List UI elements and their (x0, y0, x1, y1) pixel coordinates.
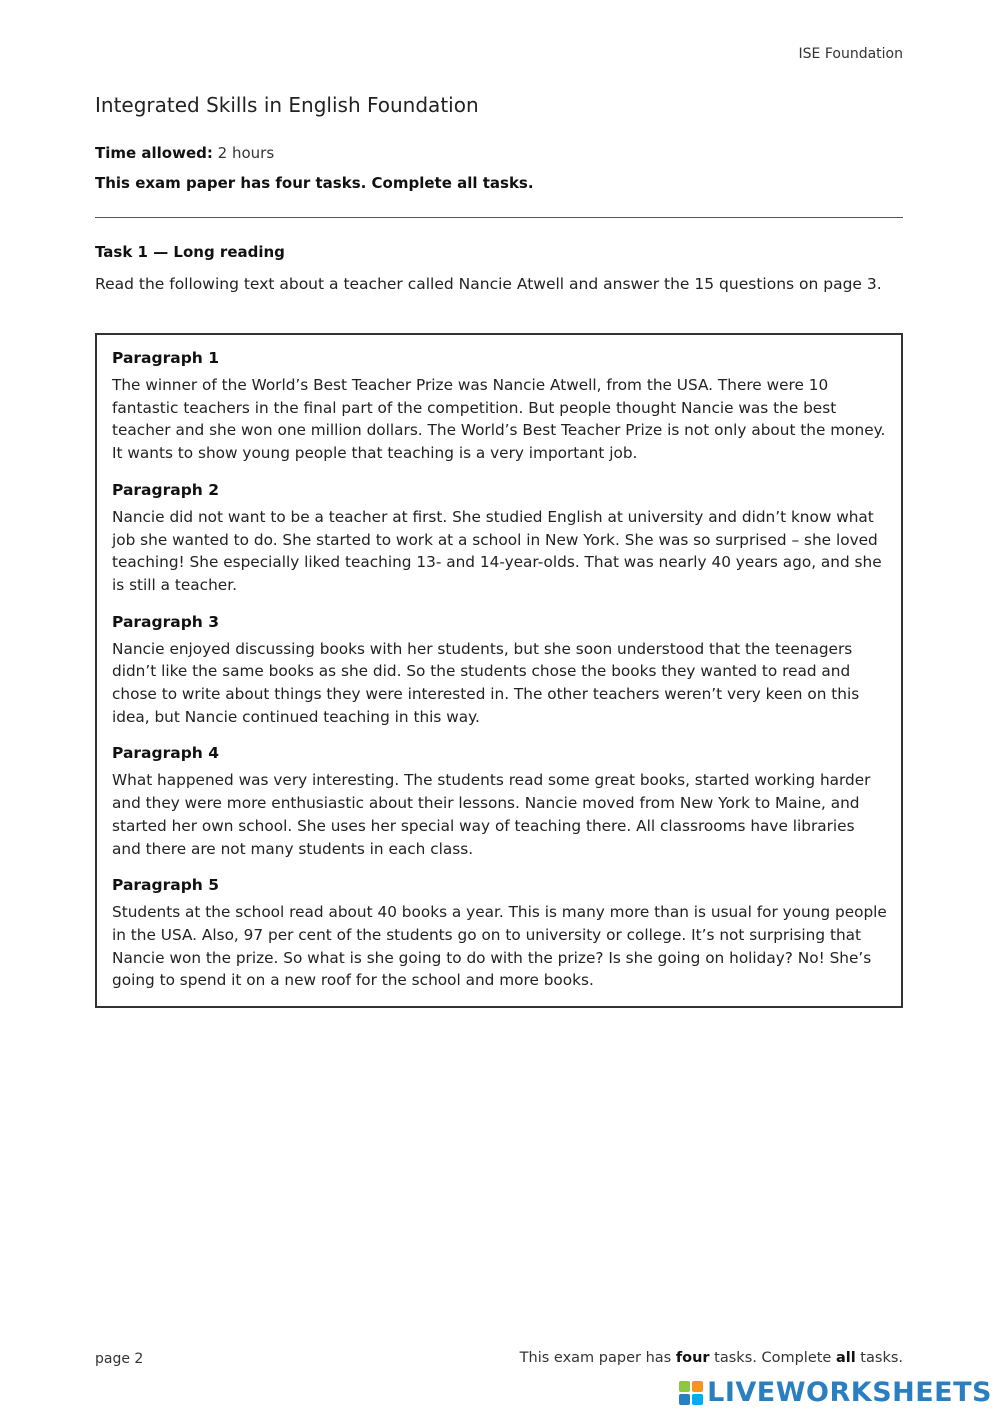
footer-note-text: tasks. Complete (709, 1350, 836, 1366)
paragraph-text: Nancie did not want to be a teacher at first. She studied English at university and didn’t know what job she wanted to do. She started to work at a school in New York. She was so surprised – she loved teaching! She especially liked teaching 13- and 14-year-olds. That was nearly 40 years ago, and she is still a teacher. (112, 507, 882, 594)
page-title: Integrated Skills in English Foundation (95, 93, 479, 117)
reading-text-box (95, 333, 903, 1008)
brand-name: LIVEWORKSHEETS (707, 1377, 992, 1408)
task-instructions: Read the following text about a teacher called Nancie Atwell and answer the 15 questions on page 3. (95, 275, 882, 293)
paragraph-text: Nancie enjoyed discussing books with her students, but she soon understood that the teenagers didn’t like the same books as she did. So the students chose the books they wanted to read and chose to write about things they were interested in. The other teachers weren’t very keen on this idea, but Nancie continued teaching in this way. (112, 639, 860, 726)
header-label: ISE Foundation (798, 46, 903, 62)
footer-note (520, 1350, 903, 1366)
footer-note-text: tasks. (855, 1350, 903, 1366)
paragraph-heading: Paragraph 4 (112, 744, 220, 763)
task-heading: Task 1 — Long reading (95, 243, 285, 261)
paragraph-heading: Paragraph 5 (112, 876, 220, 895)
footer-note-text: This exam paper has (519, 1350, 676, 1366)
footer-note-bold: four (675, 1350, 710, 1366)
tasks-note: This exam paper has four tasks. Complete all tasks. (95, 174, 534, 192)
liveworksheets-logo (679, 1378, 992, 1408)
paragraph-2 (112, 479, 887, 597)
paragraph-heading: Paragraph 3 (112, 612, 220, 631)
footer-note-bold: all (835, 1350, 856, 1366)
logo-square (679, 1381, 690, 1392)
paragraph-text: What happened was very interesting. The students read some great books, started working harder and they were more enthusiastic about their lessons. Nancie moved from New York to Maine, and started her own school. She uses her special way of teaching there. All classrooms have libraries and there are not many students in each class. (112, 771, 871, 858)
paragraph-text: Students at the school read about 40 books a year. This is many more than is usual for young people in the USA. Also, 97 per cent of the students go on to university or college. It’s not surprising that Nancie won the prize. So what is she going to do with the prize? Is she going on holiday? No! She’s going to spend it on a new roof for the school and more books. (112, 903, 887, 990)
logo-square (692, 1394, 703, 1405)
liveworksheets-icon (679, 1381, 703, 1405)
logo-square (679, 1394, 690, 1405)
paragraph-heading: Paragraph 1 (112, 349, 220, 367)
page-number: page 2 (95, 1351, 144, 1367)
time-allowed-value: 2 hours (217, 144, 275, 162)
paragraph-text: The winner of the World’s Best Teacher Prize was Nancie Atwell, from the USA. There were 10 fantastic teachers in the final part of the competition. But people thought Nancie was the best teacher and she won one million dollars. The World’s Best Teacher Prize is not only about the money. It wants to show young people that teaching is a very important job. (112, 376, 886, 463)
time-allowed-label: Time allowed: (95, 144, 213, 162)
paragraph-heading: Paragraph 2 (112, 480, 220, 499)
divider (95, 217, 903, 218)
paragraph-4 (112, 742, 887, 860)
paragraph-3 (112, 611, 887, 729)
paragraph-1 (112, 347, 887, 465)
logo-square (692, 1381, 703, 1392)
paragraph-5 (112, 874, 887, 992)
time-allowed (95, 144, 274, 162)
